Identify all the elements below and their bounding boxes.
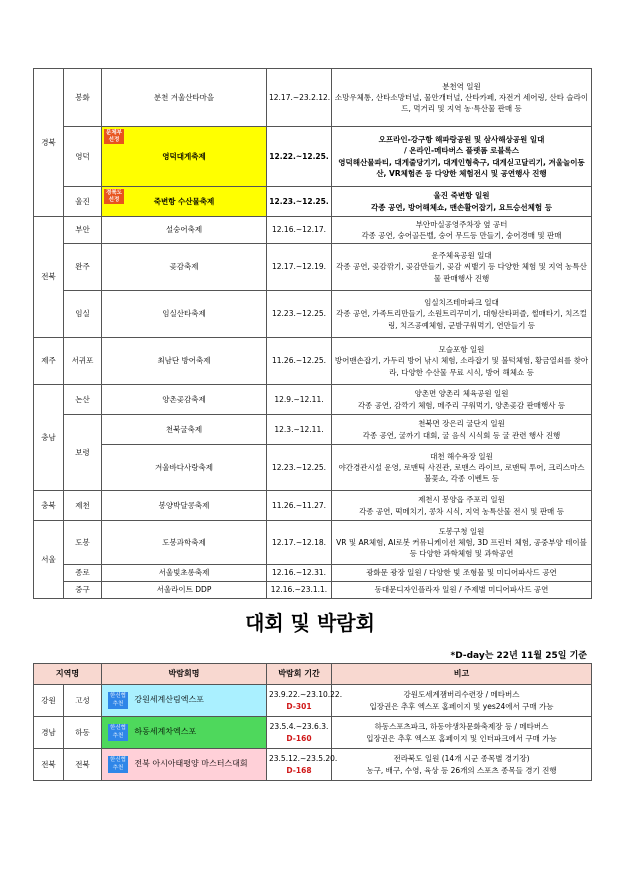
province-cell: 강원 bbox=[34, 685, 64, 717]
table-row bbox=[34, 415, 592, 445]
expo-note: 하동스포츠파크, 하동야생차문화축제장 등 / 메타버스 입장권은 추후 엑스포 홈페이지 및 인터파크에서 구매 가능 bbox=[332, 717, 592, 749]
city-cell: 하동 bbox=[64, 717, 102, 749]
festival-desc: 오프라인-강구항 해파랑공원 및 삼사해상공원 일대 / 온라인-메타버스 플랫폼 로블록스 영덕해산물파티, 대게줄당기기, 대게인형축구, 대게싣고달리기, 겨울놀이동산, VR체험존 등 다양한 체험전시 및 공연행사 진행 bbox=[332, 127, 592, 187]
festival-period: 12.23.~12.25. bbox=[267, 187, 332, 217]
festival-desc: 분천역 일원 소망우체통, 산타소망터널, 물안개터널, 산타카페, 자전거 세어링, 산타 슬라이드, 먹거리 및 지역 농·특산물 판매 등 bbox=[332, 69, 592, 127]
expo-name-cell bbox=[102, 685, 267, 717]
selected-badge: 문체부 선정 bbox=[106, 130, 122, 143]
festival-desc: 울진 죽변항 일원 각종 공연, 방어해체쇼, 맨손활어잡기, 요트승선체험 등 bbox=[332, 187, 592, 217]
province-cell: 경북 bbox=[34, 69, 64, 217]
festival-period: 12.23.~12.25. bbox=[267, 291, 332, 338]
recommend-badge: 한신협 추천 bbox=[108, 692, 128, 708]
festival-name: 서울라이트 DDP bbox=[102, 582, 267, 599]
table-row bbox=[34, 749, 592, 781]
festival-name-cell bbox=[102, 127, 267, 187]
festival-desc: 임실치즈테마파크 일대 각종 공연, 가족트리만들기, 소원트리꾸미기, 대형산타퍼즐, 썰매타기, 치즈컬링, 치즈공예체험, 군밤구워먹기, 연만들기 등 bbox=[332, 291, 592, 338]
festival-period: 11.26.~11.27. bbox=[267, 491, 332, 521]
table-row bbox=[34, 69, 592, 127]
table-row bbox=[34, 187, 592, 217]
festival-period: 12.23.~12.25. bbox=[267, 445, 332, 491]
province-cell: 충남 bbox=[34, 385, 64, 491]
festival-desc: 부안마실공영주차장 옆 공터 각종 공연, 숭어골든벨, 숭어 무드등 만들기, 숭어경매 및 판매 bbox=[332, 217, 592, 244]
festival-name-cell bbox=[102, 187, 267, 217]
table-row bbox=[34, 385, 592, 415]
table-row bbox=[34, 244, 592, 291]
city-cell: 전북 bbox=[64, 749, 102, 781]
dday-count: D-160 bbox=[286, 733, 312, 743]
city-cell: 중구 bbox=[64, 582, 102, 599]
header-period: 박람회 기간 bbox=[267, 664, 332, 685]
festival-name: 도봉과학축제 bbox=[102, 521, 267, 565]
table-row bbox=[34, 565, 592, 582]
expo-period-cell bbox=[267, 685, 343, 717]
festival-name: 봉양박달콩축제 bbox=[102, 491, 267, 521]
festival-desc: 양촌면 양촌리 체육공원 일원 각종 공연, 감깍기 체험, 메주리 구워먹기, 양촌곶감 판매행사 등 bbox=[332, 385, 592, 415]
festival-name: 임실산타축제 bbox=[102, 291, 267, 338]
festival-desc: 제천시 봉양읍 주포리 일원 각종 공연, 떡메치기, 콩차 시식, 지역 농특산물 전시 및 판매 등 bbox=[332, 491, 592, 521]
festival-name: 분천 겨울산타마을 bbox=[102, 69, 267, 127]
city-cell: 서귀포 bbox=[64, 338, 102, 385]
festival-period: 12.17.~12.18. bbox=[267, 521, 332, 565]
province-cell: 서울 bbox=[34, 521, 64, 599]
city-cell: 도봉 bbox=[64, 521, 102, 565]
festival-table bbox=[33, 68, 592, 599]
festival-desc: 동대문디자인플라자 일원 / 주제별 미디어파사드 공연 bbox=[332, 582, 592, 599]
festival-name: 겨울바다사랑축제 bbox=[102, 445, 267, 491]
province-cell: 제주 bbox=[34, 338, 64, 385]
table-row bbox=[34, 717, 592, 749]
festival-period: 12.9.~12.11. bbox=[267, 385, 332, 415]
expo-note: 강원도세계잼버리수련장 / 메타버스 입장권은 추후 엑스포 홈페이지 및 yes24에서 구매 가능 bbox=[332, 685, 592, 717]
expo-period: 23.9.22.~23.10.22. bbox=[269, 690, 343, 700]
section-title: 대회 및 박람회 bbox=[245, 611, 375, 635]
table-header-row bbox=[34, 664, 592, 685]
city-cell: 울진 bbox=[64, 187, 102, 217]
festival-name: 영덕대게축제 bbox=[162, 151, 206, 161]
expo-period: 23.5.4.~23.6.3. bbox=[269, 722, 329, 732]
city-cell: 완주 bbox=[64, 244, 102, 291]
city-cell: 종로 bbox=[64, 565, 102, 582]
expo-name: 하동세계차엑스포 bbox=[134, 727, 197, 737]
festival-desc: 모슬포항 일원 방어맨손잡기, 가두리 방어 낚시 체험, 소라잡기 및 불턱체험, 황금열쇠를 찾아라, 다양한 수산물 무료 시식, 방어 해체쇼 등 bbox=[332, 338, 592, 385]
festival-period: 12.16.~23.1.1. bbox=[267, 582, 332, 599]
expo-note: 전라북도 일원 (14개 시군 종목별 경기장) 농구, 배구, 수영, 육상 등 26개의 스포츠 종목들 경기 진행 bbox=[332, 749, 592, 781]
dday-count: D-301 bbox=[286, 701, 312, 711]
dday-count: D-168 bbox=[286, 765, 312, 775]
table-row bbox=[34, 291, 592, 338]
selected-badge: 경북도 선정 bbox=[106, 190, 122, 203]
table-row bbox=[34, 491, 592, 521]
table-row bbox=[34, 582, 592, 599]
expo-period: 23.5.12.~23.5.20. bbox=[269, 754, 338, 764]
table-row bbox=[34, 217, 592, 244]
city-cell: 임실 bbox=[64, 291, 102, 338]
city-cell: 고성 bbox=[64, 685, 102, 717]
expo-name-cell bbox=[102, 749, 267, 781]
city-cell: 보령 bbox=[64, 415, 102, 491]
city-cell: 영덕 bbox=[64, 127, 102, 187]
dday-note: *D-day는 22년 11월 25일 기준 bbox=[450, 651, 587, 661]
header-note: 비고 bbox=[332, 664, 592, 685]
festival-period: 12.16.~12.31. bbox=[267, 565, 332, 582]
recommend-badge: 한신협 추천 bbox=[108, 724, 128, 740]
festival-desc: 광화문 광장 일원 / 다양한 빛 조형물 및 미디어파사드 공연 bbox=[332, 565, 592, 582]
table-row bbox=[34, 445, 592, 491]
festival-name: 죽변항 수산물축제 bbox=[153, 196, 215, 206]
table-row bbox=[34, 685, 592, 717]
city-cell: 부안 bbox=[64, 217, 102, 244]
festival-desc: 대천 해수욕장 일원 야간경관시설 운영, 로맨틱 사진관, 로맨스 라이브, 로맨틱 투어, 크리스마스 불꽃쇼, 각종 이벤트 등 bbox=[332, 445, 592, 491]
expo-name: 전북 아시아태평양 마스터스대회 bbox=[134, 759, 248, 769]
festival-period: 12.17.~23.2.12. bbox=[267, 69, 332, 127]
festival-name: 설숭어축제 bbox=[102, 217, 267, 244]
festival-name: 최남단 방어축제 bbox=[102, 338, 267, 385]
festival-desc: 도봉구청 일원 VR 및 AR체험, AI로봇 커뮤니케이션 체험, 3D 프린터 체험, 공중부양 테이블 등 다양한 과학체험 및 과학공연 bbox=[332, 521, 592, 565]
city-cell: 논산 bbox=[64, 385, 102, 415]
expo-period-cell bbox=[267, 717, 332, 749]
festival-period: 12.3.~12.11. bbox=[267, 415, 332, 445]
expo-name: 강원세계산림엑스포 bbox=[134, 695, 204, 705]
festival-desc: 운주체육공원 일대 각종 공연, 곶감깎기, 곶감만들기, 곶감 씨뱉기 등 다양한 체험 및 지역 농특산물 판매행사 진행 bbox=[332, 244, 592, 291]
festival-period: 12.16.~12.17. bbox=[267, 217, 332, 244]
city-cell: 봉화 bbox=[64, 69, 102, 127]
table-row bbox=[34, 127, 592, 187]
festival-period: 11.26.~12.25. bbox=[267, 338, 332, 385]
festival-name: 양촌곶감축제 bbox=[102, 385, 267, 415]
city-cell: 제천 bbox=[64, 491, 102, 521]
festival-period: 12.22.~12.25. bbox=[267, 127, 332, 187]
province-cell: 전북 bbox=[34, 217, 64, 338]
expo-table bbox=[33, 663, 592, 781]
province-cell: 충북 bbox=[34, 491, 64, 521]
header-region: 지역명 bbox=[34, 664, 102, 685]
expo-period-cell bbox=[267, 749, 338, 781]
province-cell: 경남 bbox=[34, 717, 64, 749]
festival-name: 서울빛초롱축제 bbox=[102, 565, 267, 582]
expo-name-cell bbox=[102, 717, 267, 749]
festival-period: 12.17.~12.19. bbox=[267, 244, 332, 291]
table-row bbox=[34, 521, 592, 565]
province-cell: 전북 bbox=[34, 749, 64, 781]
table-row bbox=[34, 338, 592, 385]
festival-desc: 천북면 장은리 굴단지 일원 각종 공연, 굴까기 대회, 굴 음식 시식회 등 굴 관련 행사 진행 bbox=[332, 415, 592, 445]
festival-name: 곶감축제 bbox=[102, 244, 267, 291]
header-name: 박람회명 bbox=[102, 664, 267, 685]
recommend-badge: 한신협 추천 bbox=[108, 756, 128, 772]
festival-name: 천북굴축제 bbox=[102, 415, 267, 445]
